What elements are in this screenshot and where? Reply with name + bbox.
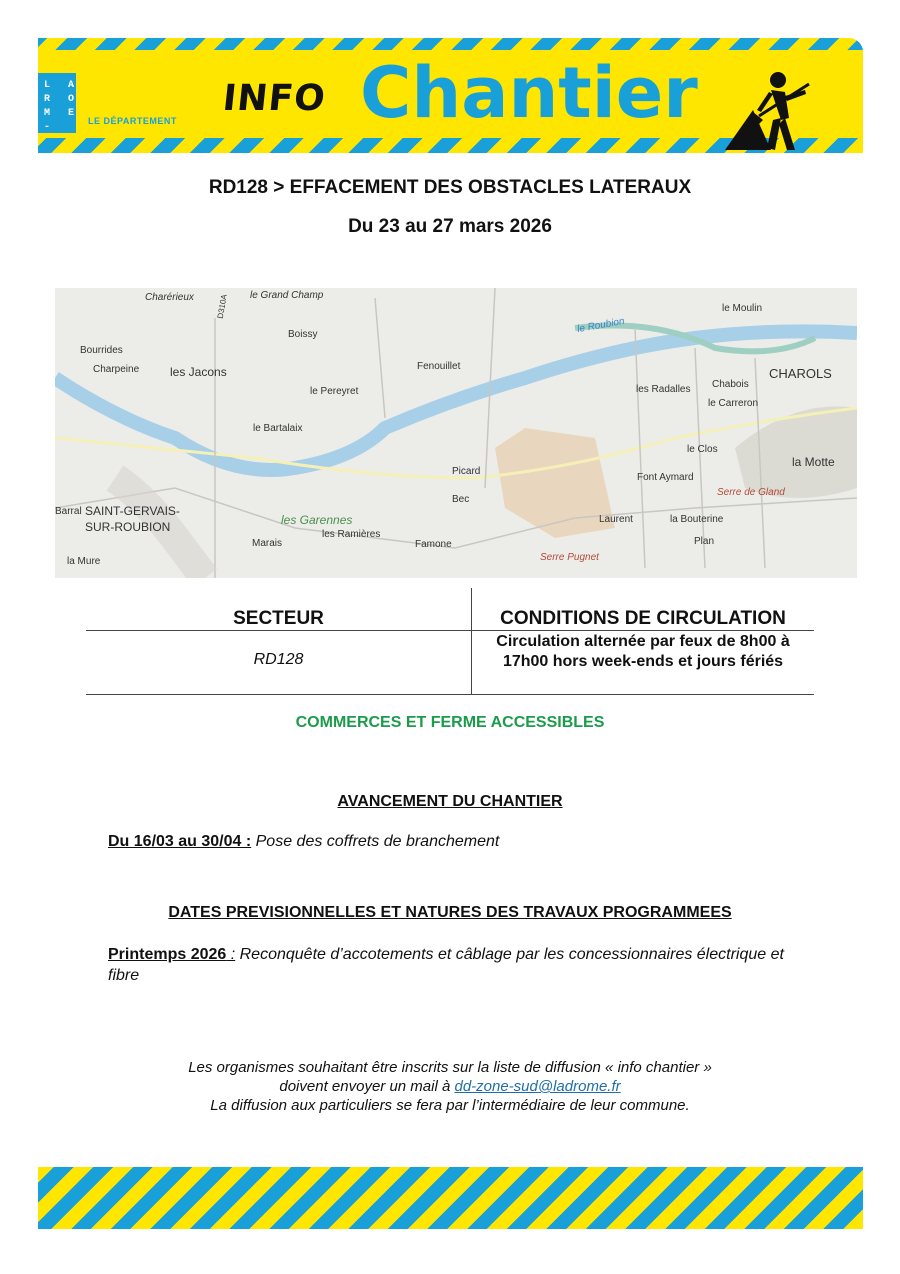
- sector-header: SECTEUR: [233, 608, 324, 629]
- map-label: Charérieux: [145, 292, 194, 303]
- map-label: Fenouillet: [417, 361, 461, 372]
- map-label: Marais: [252, 538, 283, 549]
- table-header-rule: [86, 630, 814, 631]
- map-label: Boissy: [288, 329, 318, 340]
- sector-value: RD128: [253, 651, 304, 668]
- footer-line-2-text: doivent envoyer un mail à: [279, 1078, 455, 1095]
- footer-line-1: Les organismes souhaitant être inscrits sur la liste de diffusion « info chantier »: [188, 1059, 712, 1076]
- planned-works-title: DATES PREVISIONNELLES ET NATURES DES TRAVAUX PROGRAMMEES: [168, 904, 732, 921]
- table-bottom-rule: [86, 694, 814, 695]
- map-label: les Jacons: [170, 365, 227, 379]
- map-label: Bec: [452, 494, 470, 505]
- progress-description: Pose des coffrets de branchement: [251, 833, 500, 850]
- progress-entry: [108, 831, 798, 852]
- traffic-conditions-table: [86, 588, 814, 695]
- work-dates: Du 23 au 27 mars 2026: [348, 216, 552, 237]
- map-label: les Garennes: [281, 513, 353, 527]
- map-label: Serre de Gland: [717, 487, 785, 498]
- map-background: [55, 288, 857, 578]
- map-label: Barral: [55, 506, 82, 517]
- footer-line-2: [0, 1077, 900, 1096]
- map-label: D310A: [215, 293, 229, 320]
- map-label: Laurent: [599, 514, 633, 525]
- map-label: Charpeine: [93, 364, 140, 375]
- location-map: [55, 288, 857, 578]
- planned-period: Printemps 2026: [108, 946, 227, 963]
- chantier-word: Chantier: [360, 52, 698, 134]
- map-label: Bourrides: [80, 345, 123, 356]
- map-label: le Moulin: [722, 303, 763, 314]
- map-label: SAINT-GERVAIS-: [85, 504, 180, 518]
- progress-period: Du 16/03 au 30/04 :: [108, 833, 252, 850]
- map-label: Picard: [452, 466, 481, 477]
- page-title: RD128 > EFFACEMENT DES OBSTACLES LATERAUX: [208, 177, 692, 198]
- accessibility-notice: COMMERCES ET FERME ACCESSIBLES: [295, 714, 605, 731]
- map-label: Font Aymard: [637, 472, 694, 483]
- map-label: CHAROLS: [769, 366, 832, 381]
- planned-separator: :: [226, 946, 236, 963]
- subscription-notice: [0, 1058, 900, 1115]
- conditions-header: CONDITIONS DE CIRCULATION: [500, 608, 786, 629]
- map-label: Chabois: [712, 379, 749, 390]
- map-label: la Motte: [792, 455, 835, 469]
- department-label: LE DÉPARTEMENT: [88, 116, 177, 126]
- worker-shoveling-icon: [723, 70, 818, 153]
- map-label: SUR-ROUBION: [85, 520, 171, 534]
- map-label: Serre Pugnet: [540, 552, 599, 563]
- map-label: le Roubion: [576, 315, 626, 336]
- map-label: le Pereyret: [310, 386, 359, 397]
- map-label: les Ramières: [322, 529, 381, 540]
- map-label: Famone: [415, 539, 452, 550]
- map-label: le Bartalaix: [253, 423, 303, 434]
- map-label: les Radalles: [636, 384, 691, 395]
- la-drome-logo: L A R O M E -: [38, 73, 76, 133]
- footer-line-3: La diffusion aux particuliers se fera par l’intermédiaire de leur commune.: [210, 1097, 690, 1114]
- conditions-value: Circulation alternée par feux de 8h00 à 17h00 hors week-ends et jours fériés: [496, 633, 790, 670]
- map-label: la Mure: [67, 556, 101, 567]
- map-label: le Clos: [687, 444, 718, 455]
- bottom-stripe-band: [38, 1167, 863, 1229]
- info-chantier-banner: [38, 38, 863, 153]
- email-link[interactable]: dd-zone-sud@ladrome.fr: [454, 1078, 621, 1095]
- planned-description: Reconquête d’accotements et câblage par les concessionnaires électrique et fibre: [108, 946, 784, 984]
- map-label: le Carreron: [708, 398, 759, 409]
- map-label: le Grand Champ: [250, 290, 324, 301]
- map-label: la Bouterine: [670, 514, 724, 525]
- planned-works-entry: [108, 944, 798, 986]
- info-word: INFO: [220, 78, 328, 119]
- map-label: Plan: [694, 536, 715, 547]
- progress-section-title: AVANCEMENT DU CHANTIER: [337, 793, 563, 810]
- banner-yellow-panel: [38, 50, 863, 138]
